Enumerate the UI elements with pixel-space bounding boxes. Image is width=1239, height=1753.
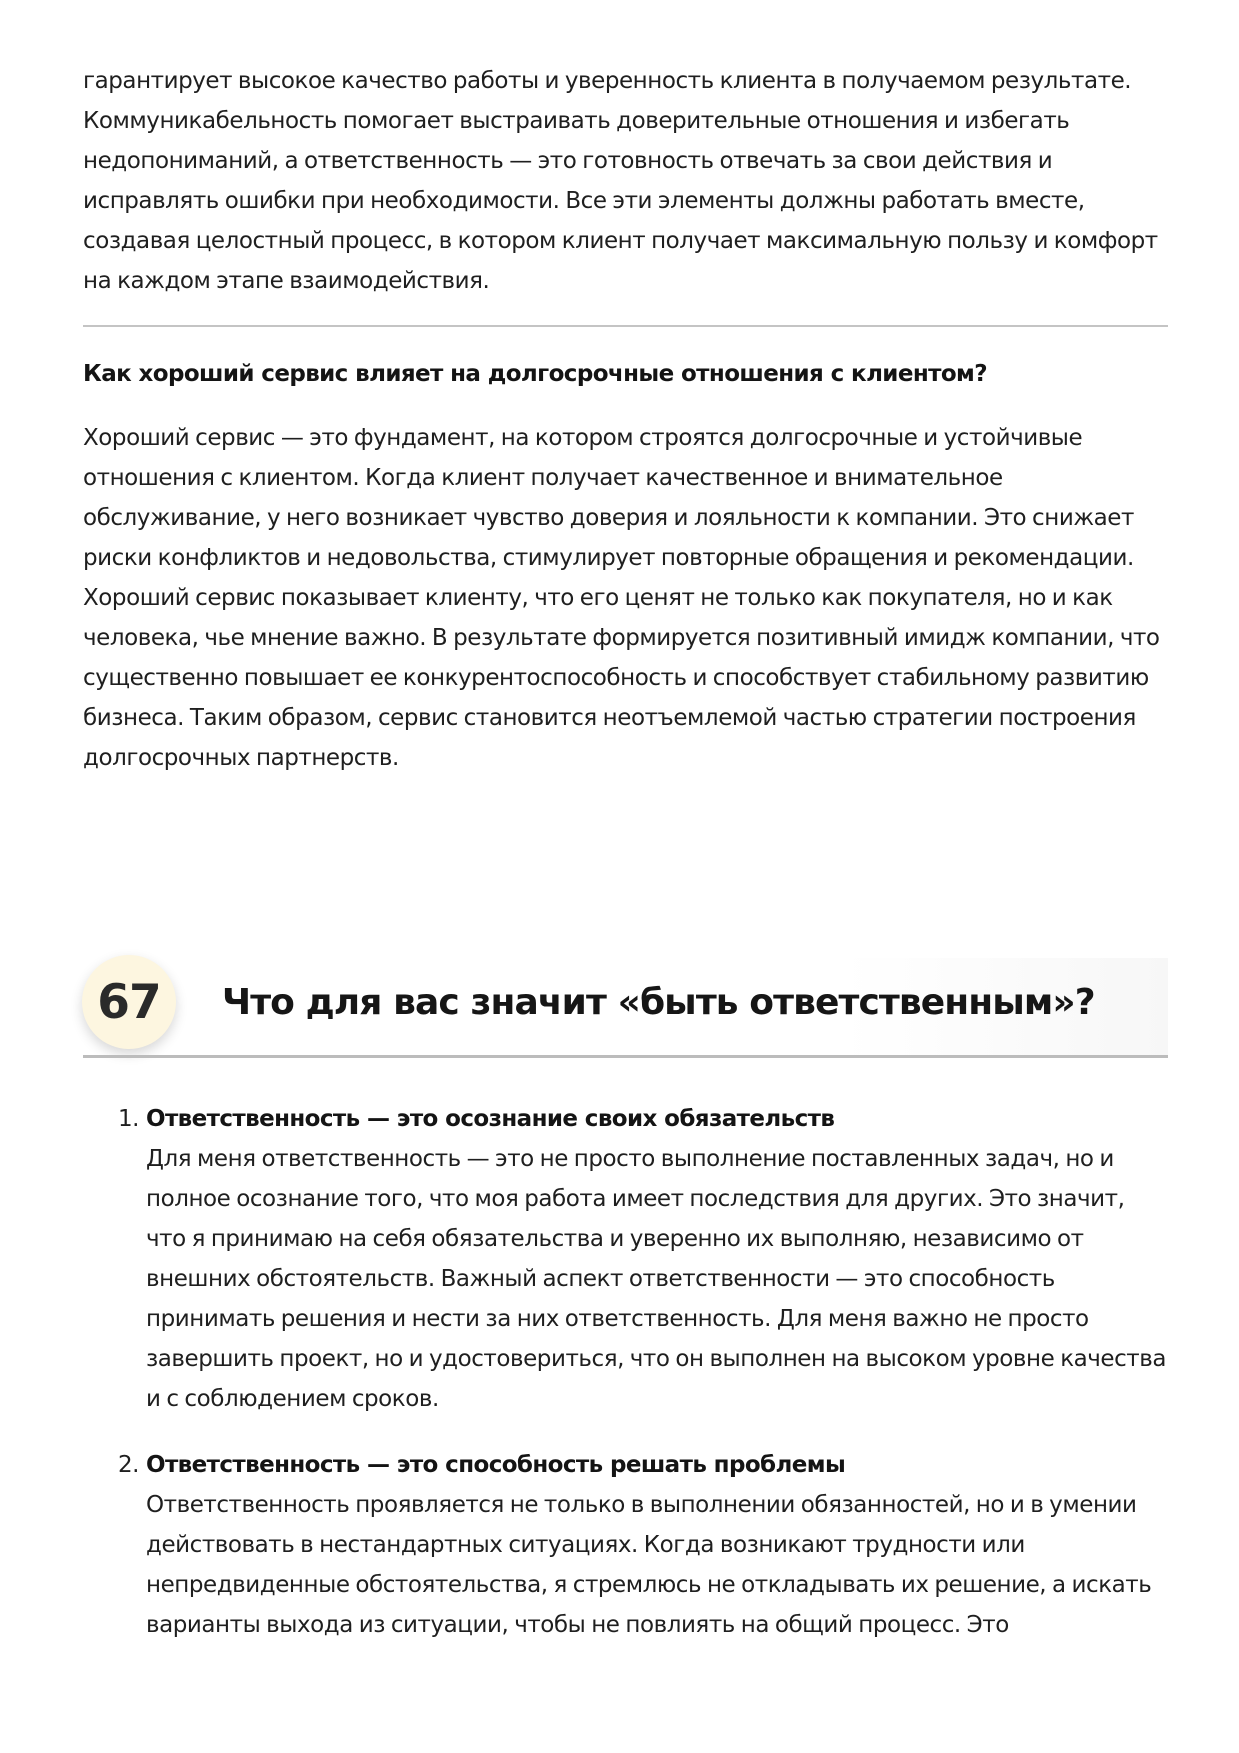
intro-paragraph: гарантирует высокое качество работы и уверенность клиента в получаемом результате. Коммуникабельность помогает выстраивать доверительные отношения и избегать недопониманий, а ответственность — это готовность отвечать за свои действия и исправлять ошибки при необходимости. Все эти элементы должны работать вместе, создавая целостный процесс, в котором клиент получает максимальную пользу и комфорт на каждом этапе взаимодействия. [83, 68, 1158, 294]
subsection-question: Как хороший сервис влияет на долгосрочные отношения с клиентом? [83, 361, 987, 387]
list-item-marker: 2. [118, 1452, 140, 1478]
list-item-body: Для меня ответственность — это не просто выполнение поставленных задач, но и полное осознание того, что моя работа имеет последствия для других. Это значит, что я принимаю на себя обязательства и уверенно их выполняю, независимо от внешних обстоятельств. Важный аспект ответственности — это способность принимать решения и нести за них ответственность. Для меня важно не просто завершить проект, но и удостовериться, что он выполнен на высоком уровне качества и с соблюдением сроков. [146, 1146, 1167, 1412]
list-item-title: Ответственность — это осознание своих обязательств [146, 1106, 835, 1132]
section-divider [83, 325, 1168, 327]
list-item-body: Ответственность проявляется не только в выполнении обязанностей, но и в умении действовать в нестандартных ситуациях. Когда возникают трудности или непредвиденные обстоятельства, я стремлюсь не откладывать их решение, а искать варианты выхода из ситуации, чтобы не повлиять на общий процесс. Это [146, 1492, 1152, 1638]
question-title: Что для вас значит «быть ответственным»? [222, 982, 1095, 1023]
question-number-badge: 67 [82, 955, 176, 1049]
list-item-title: Ответственность — это способность решать проблемы [146, 1452, 846, 1478]
list-item-marker: 1. [118, 1106, 140, 1132]
question-header-divider [83, 1055, 1168, 1058]
subsection-answer: Хороший сервис — это фундамент, на котором строятся долгосрочные и устойчивые отношения с клиентом. Когда клиент получает качественное и внимательное обслуживание, у него возникает чувство доверия и лояльности к компании. Это снижает риски конфликтов и недовольства, стимулирует повторные обращения и рекомендации. Хороший сервис показывает клиенту, что его ценят не только как покупателя, но и как человека, чье мнение важно. В результате формируется позитивный имидж компании, что существенно повышает ее конкурентоспособность и способствует стабильному развитию бизнеса. Таким образом, сервис становится неотъемлемой частью стратегии построения долгосрочных партнерств. [83, 425, 1160, 771]
